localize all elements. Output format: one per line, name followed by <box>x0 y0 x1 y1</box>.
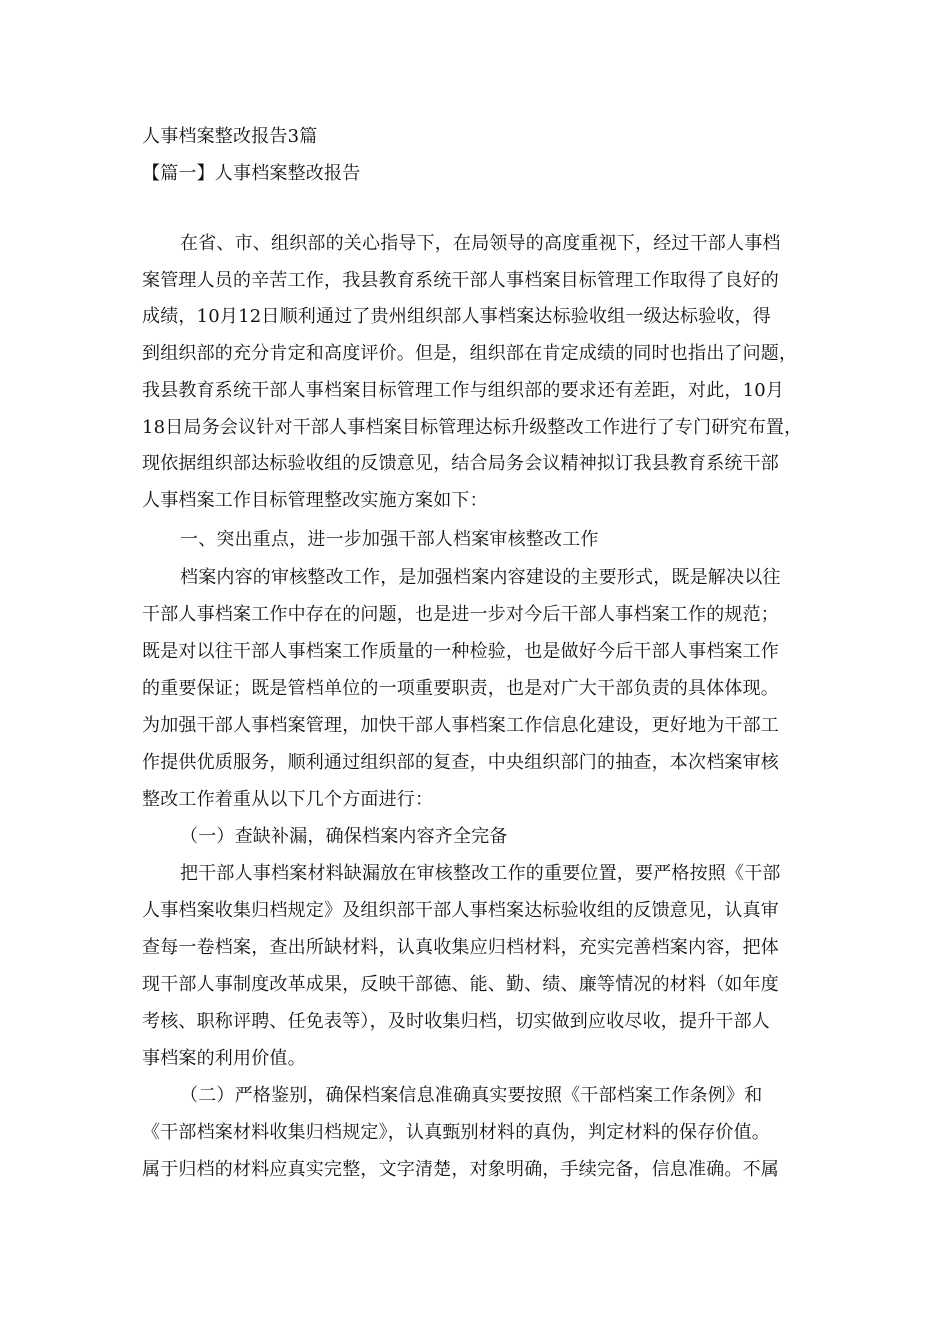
paragraph-line: 人事档案收集归档规定》及组织部干部人事档案达标验收组的反馈意见，认真审 <box>142 900 779 921</box>
paragraph-line: 把干部人事档案材料缺漏放在审核整改工作的重要位置，要严格按照《干部 <box>180 863 781 884</box>
paragraph-line: 成绩，10月12日顺利通过了贵州组织部人事档案达标验收组一级达标验收，得 <box>142 306 772 327</box>
paragraph-line: 在省、市、组织部的关心指导下，在局领导的高度重视下，经过干部人事档 <box>180 233 781 254</box>
section-heading: 【篇一】人事档案整改报告 <box>142 163 361 184</box>
paragraph-line: 我县教育系统干部人事档案目标管理工作与组织部的要求还有差距，对此，10月 <box>142 380 785 401</box>
paragraph-line: 现干部人事制度改革成果，反映干部德、能、勤、绩、廉等情况的材料（如年度 <box>142 974 779 995</box>
section-subheading: （一）查缺补漏，确保档案内容齐全完备 <box>180 826 508 847</box>
paragraph-line: 案管理人员的辛苦工作，我县教育系统干部人事档案目标管理工作取得了良好的 <box>142 270 779 291</box>
document-title: 人事档案整改报告3篇 <box>142 126 318 147</box>
paragraph-line: 干部人事档案工作中存在的问题，也是进一步对今后干部人事档案工作的规范； <box>142 604 779 625</box>
paragraph-line: 人事档案工作目标管理整改实施方案如下： <box>142 490 488 511</box>
paragraph-line: 到组织部的充分肯定和高度评价。但是，组织部在肯定成绩的同时也指出了问题， <box>142 343 798 364</box>
paragraph-line: 事档案的利用价值。 <box>142 1048 306 1069</box>
paragraph-line: 《干部档案材料收集归档规定》，认真甄别材料的真伪，判定材料的保存价值。 <box>142 1122 770 1143</box>
paragraph-line: 考核、职称评聘、任免表等），及时收集归档，切实做到应收尽收，提升干部人 <box>142 1011 770 1032</box>
paragraph-line: 的重要保证；既是管档单位的一项重要职责，也是对广大干部负责的具体体现。 <box>142 678 779 699</box>
section-subheading: 一、突出重点，进一步加强干部人档案审核整改工作 <box>180 529 599 550</box>
paragraph-line: 为加强干部人事档案管理，加快干部人事档案工作信息化建设，更好地为干部工 <box>142 715 779 736</box>
paragraph-line: 整改工作着重从以下几个方面进行： <box>142 789 434 810</box>
paragraph-line: 18日局务会议针对干部人事档案目标管理达标升级整改工作进行了专门研究布置， <box>142 417 803 438</box>
paragraph-line: 属于归档的材料应真实完整，文字清楚，对象明确，手续完备，信息准确。不属 <box>142 1159 779 1180</box>
paragraph-line: 既是对以往干部人事档案工作质量的一种检验，也是做好今后干部人事档案工作 <box>142 641 779 662</box>
paragraph-line: 作提供优质服务，顺利通过组织部的复查，中央组织部门的抽查，本次档案审核 <box>142 752 779 773</box>
paragraph-line: 现依据组织部达标验收组的反馈意见，结合局务会议精神拟订我县教育系统干部 <box>142 453 779 474</box>
paragraph-line: 查每一卷档案，查出所缺材料，认真收集应归档材料，充实完善档案内容，把体 <box>142 937 779 958</box>
paragraph-line: 档案内容的审核整改工作，是加强档案内容建设的主要形式，既是解决以往 <box>180 567 781 588</box>
section-subheading: （二）严格鉴别，确保档案信息准确真实要按照《干部档案工作条例》和 <box>180 1085 763 1106</box>
